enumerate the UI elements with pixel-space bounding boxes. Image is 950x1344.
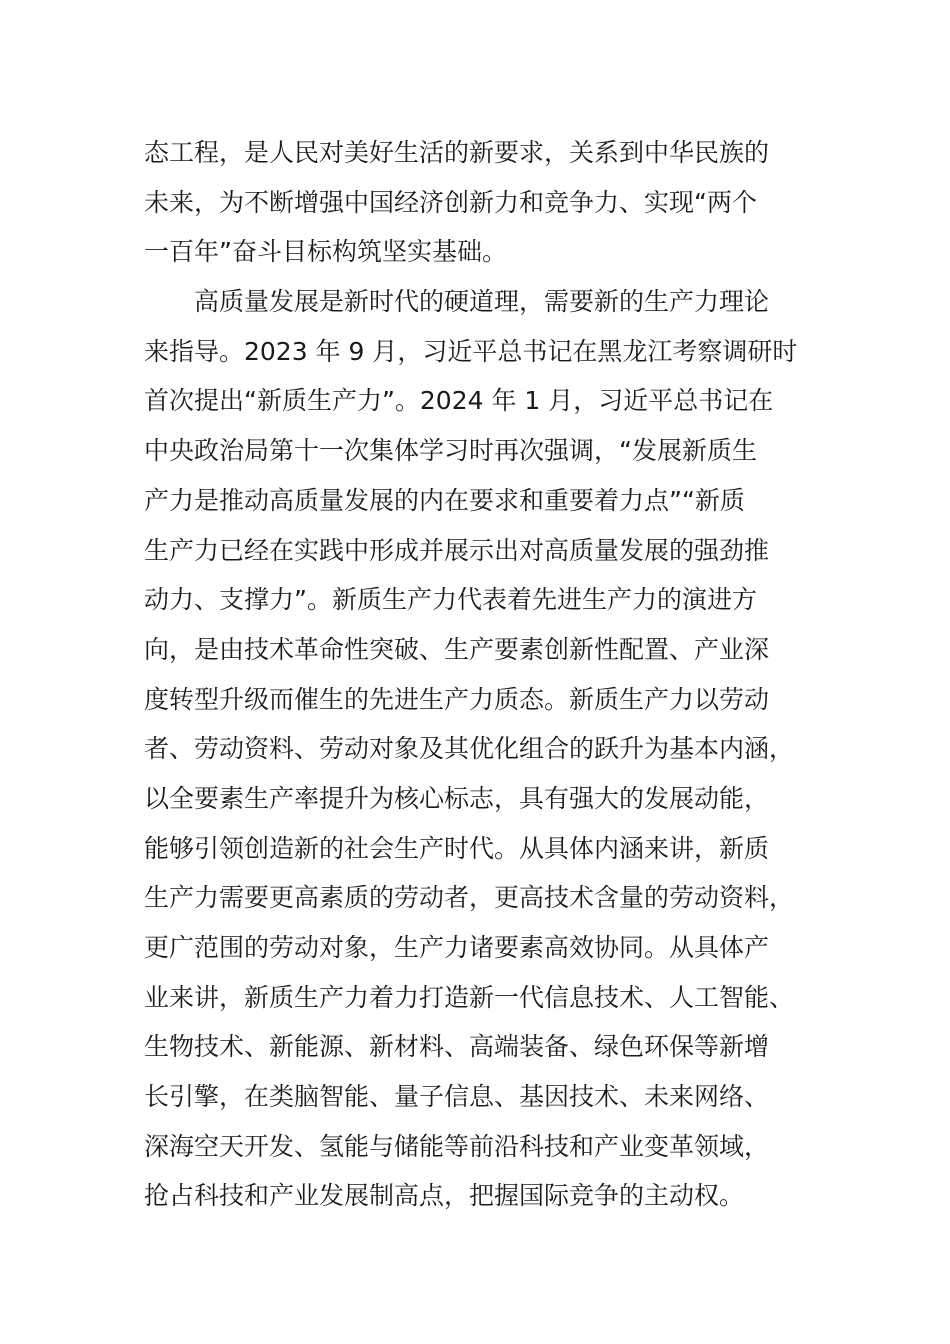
text-line: 者、劳动资料、劳动对象及其优化组合的跃升为基本内涵， [144, 734, 795, 764]
text-line: 未来，为不断增强中国经济创新力和竞争力、实现“两个 [144, 187, 757, 217]
text-line: 来指导。2023 年 9 月，习近平总书记在黑龙江考察调研时 [144, 336, 798, 366]
text-line: 中央政治局第十一次集体学习时再次强调，“发展新质生 [144, 436, 757, 466]
text-line: 向，是由技术革命性突破、生产要素创新性配置、产业深 [144, 634, 770, 664]
text-line: 深海空天开发、氢能与储能等前沿科技和产业变革领域， [144, 1131, 770, 1161]
text-line: 长引擎，在类脑智能、量子信息、基因技术、未来网络、 [144, 1082, 770, 1112]
text-line: 一百年”奋斗目标构筑坚实基础。 [144, 237, 507, 267]
text-line: 能够引领创造新的社会生产时代。从具体内涵来讲，新质 [144, 833, 770, 863]
text-line: 更广范围的劳动对象，生产力诸要素高效协同。从具体产 [144, 933, 770, 962]
text-line: 业来讲，新质生产力着力打造新一代信息技术、人工智能、 [144, 982, 795, 1012]
text-line: 高质量发展是新时代的硬道理，需要新的生产力理论 [144, 287, 770, 317]
text-line: 生产力需要更高素质的劳动者，更高技术含量的劳动资料， [144, 883, 795, 913]
text-line: 动力、支撑力”。新质生产力代表着先进生产力的演进方 [144, 585, 757, 615]
text-line: 以全要素生产率提升为核心标志，具有强大的发展动能， [144, 783, 770, 813]
paragraph-1 [144, 128, 824, 277]
text-line: 生产力已经在实践中形成并展示出对高质量发展的强劲推 [144, 535, 770, 565]
text-line: 产力是推动高质量发展的内在要求和重要着力点”“新质 [144, 485, 745, 515]
body-text [144, 128, 824, 1221]
text-line: 态工程，是人民对美好生活的新要求，关系到中华民族的 [144, 138, 770, 167]
text-line: 生物技术、新能源、新材料、高端装备、绿色环保等新增 [144, 1032, 770, 1062]
text-line: 度转型升级而催生的先进生产力质态。新质生产力以劳动 [144, 684, 770, 714]
text-line: 首次提出“新质生产力”。2024 年 1 月，习近平总书记在 [144, 386, 774, 416]
paragraph-2 [144, 277, 824, 1221]
text-line: 抢占科技和产业发展制高点，把握国际竞争的主动权。 [144, 1181, 745, 1211]
